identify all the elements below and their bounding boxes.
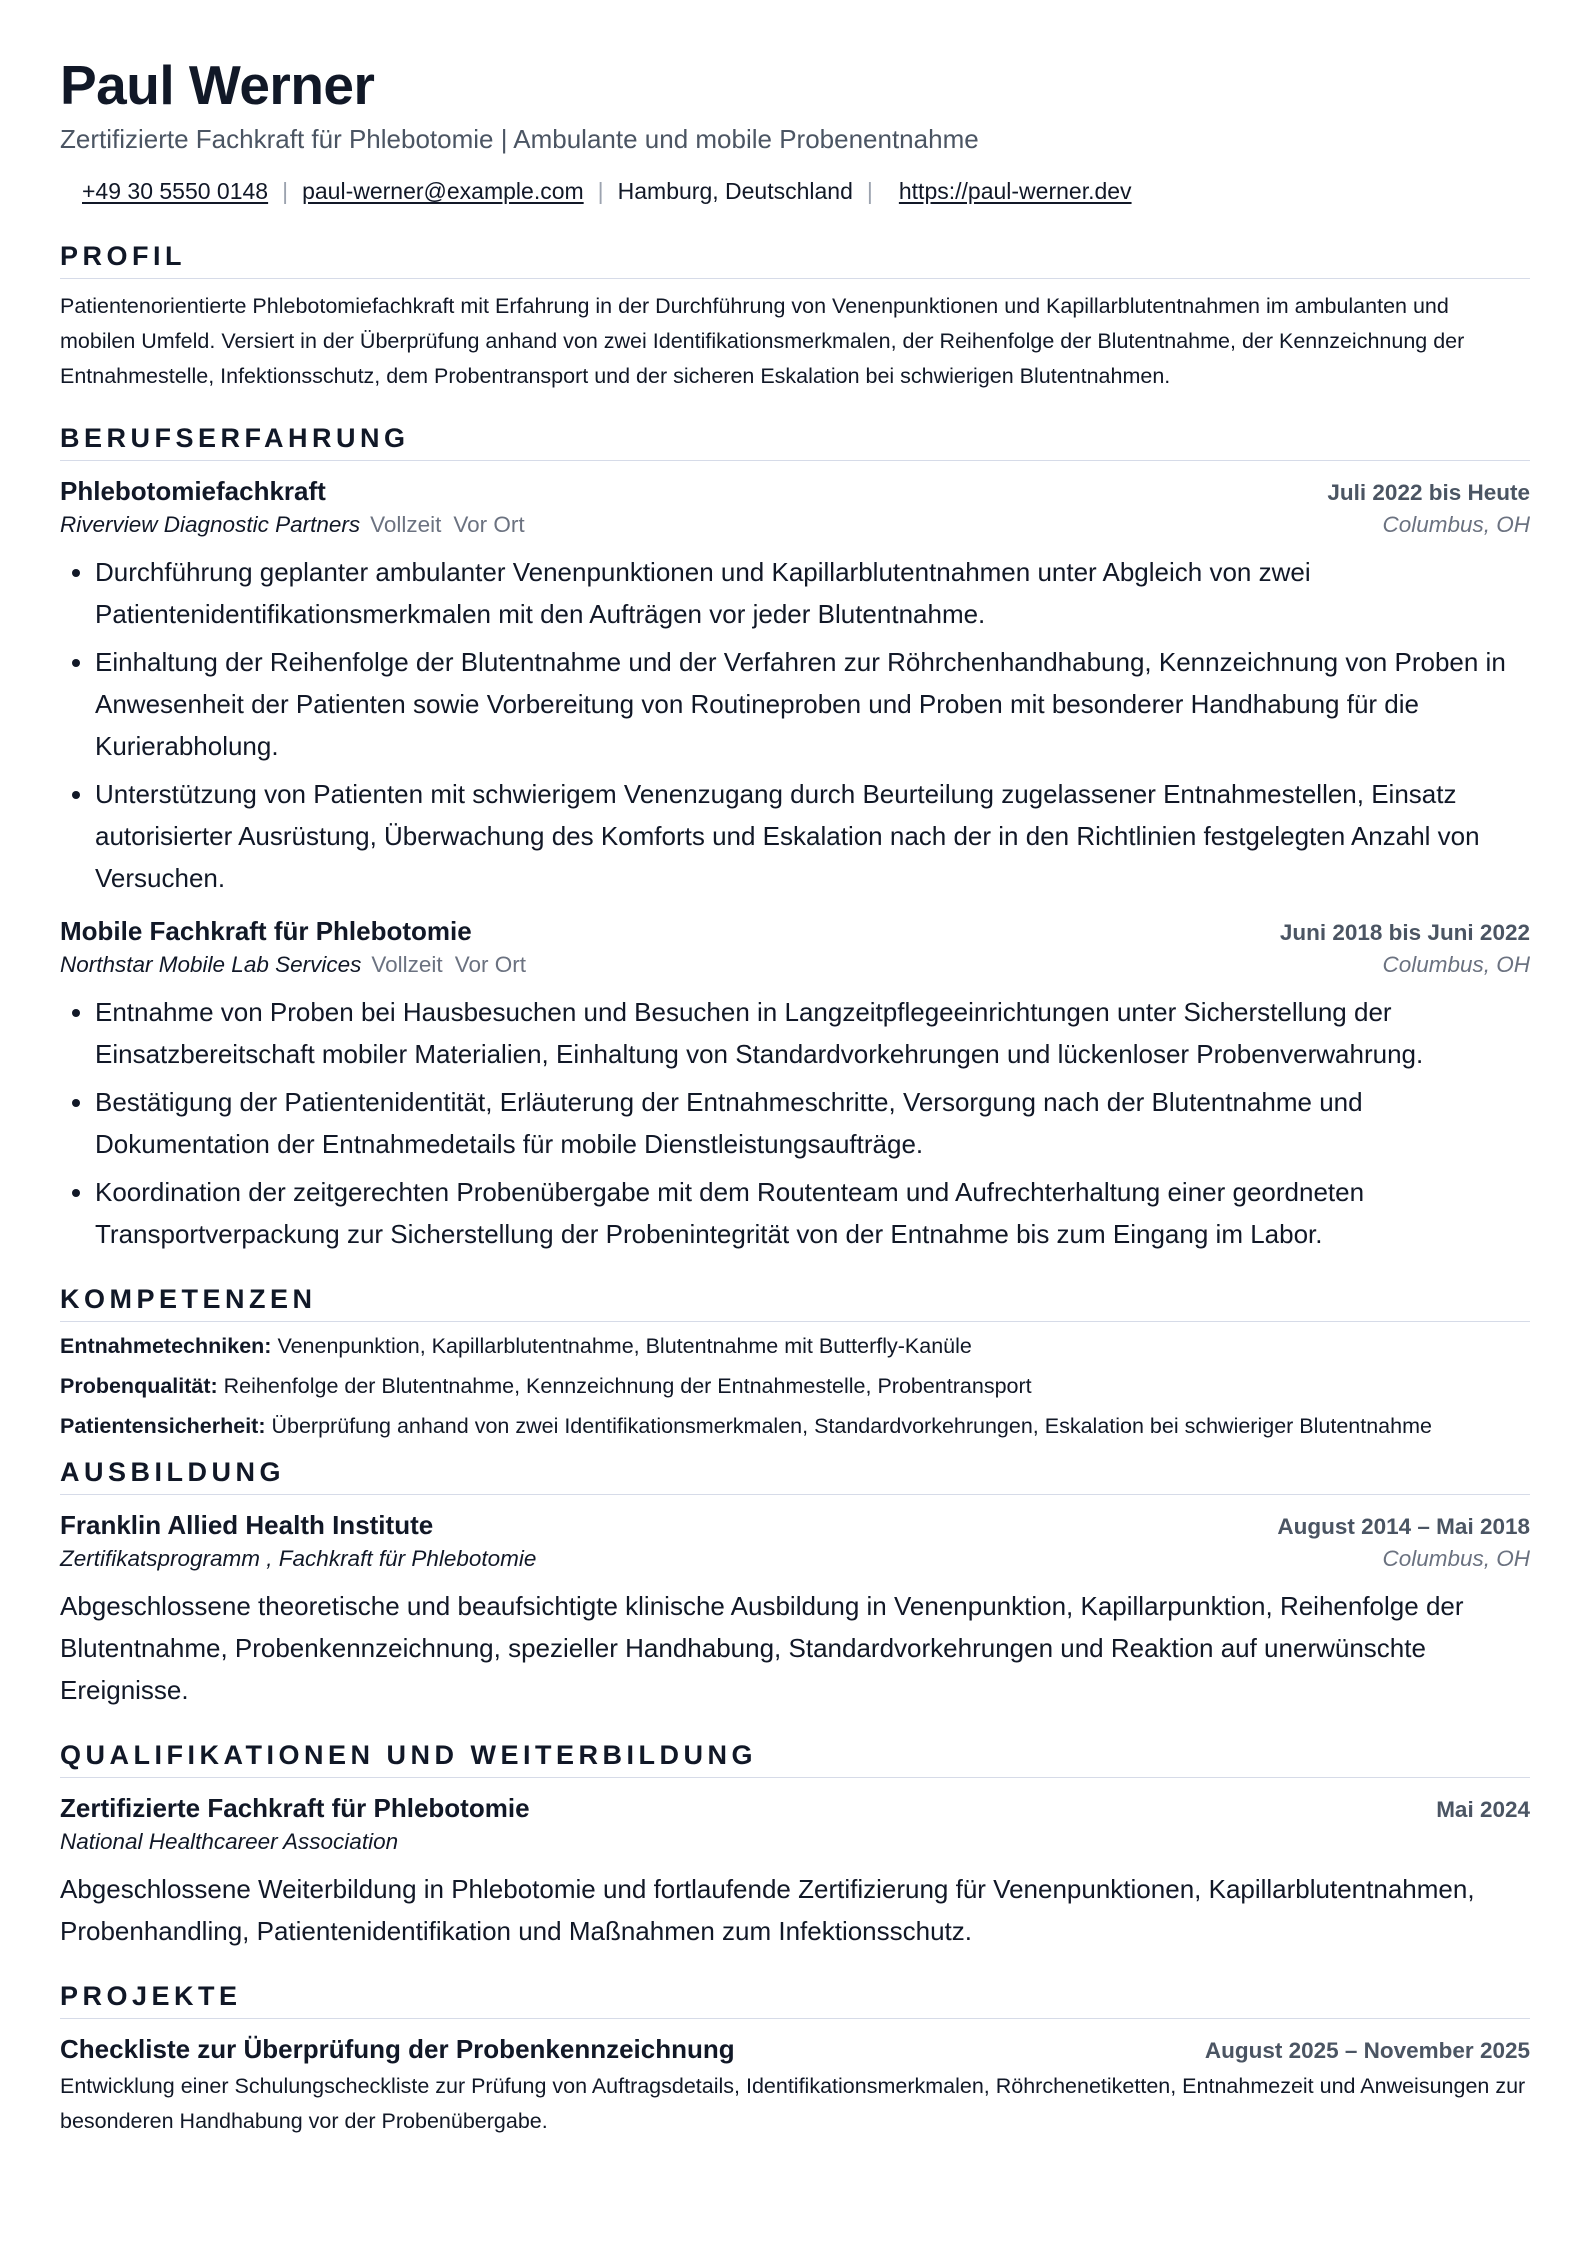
section-title-education: AUSBILDUNG <box>60 1456 1530 1495</box>
project-date: August 2025 – November 2025 <box>1204 2038 1530 2063</box>
skills-list <box>60 1332 1530 1440</box>
skill-item <box>60 1332 1530 1360</box>
skill-label: Entnahmetechniken: <box>60 1334 272 1358</box>
job-bullets <box>60 991 1530 1255</box>
phone-link[interactable]: +49 30 5550 0148 <box>82 178 269 204</box>
skill-value: Überprüfung anhand von zwei Identifikationsmerkmalen, Standardvorkehrungen, Eskalation bei schwieriger Blutentnahme <box>271 1414 1432 1438</box>
education-school: Franklin Allied Health Institute <box>60 1510 434 1540</box>
skill-label: Probenqualität: <box>60 1374 218 1398</box>
candidate-name: Paul Werner <box>60 54 375 116</box>
job-entry <box>60 913 1530 1255</box>
contact-separator: | <box>866 178 873 204</box>
job-entry <box>60 473 1530 899</box>
job-company-line <box>60 509 525 541</box>
candidate-headline: Zertifizierte Fachkraft für Phlebotomie | Ambulante und mobile Probenentnahme <box>60 124 979 154</box>
certification-entry <box>60 1790 1530 1952</box>
section-title-profile: PROFIL <box>60 240 1530 279</box>
job-mode: Vor Ort <box>453 512 525 537</box>
job-bullet: • Bestätigung der Patientenidentität, Erläuterung der Entnahmeschritte, Versorgung nach der Blutentnahme und Dokumentation der Entnahmedetails für mobile Dienstleistungsaufträge. <box>95 1081 1530 1165</box>
profile-text: Patientenorientierte Phlebotomiefachkraft mit Erfahrung in der Durchführung von Venenpunktionen und Kapillarblutentnahmen im ambulanten und mobilen Umfeld. Versiert in der Überprüfung anhand von zwei Identifikationsmerkmalen, der Reihenfolge der Blutentnahme, der Kennzeichnung der Entnahmestelle, Infektionsschutz, dem Probentransport und der sicheren Eskalation bei schwierigen Blutentnahmen. <box>60 294 1465 388</box>
education-date: August 2014 – Mai 2018 <box>1277 1514 1530 1539</box>
education-program: Zertifikatsprogramm , Fachkraft für Phlebotomie <box>60 1546 537 1571</box>
education-location: Columbus, OH <box>1382 1546 1530 1571</box>
section-title-projects: PROJEKTE <box>60 1980 1530 2019</box>
job-bullet: • Durchführung geplanter ambulanter Venenpunktionen und Kapillarblutentnahmen unter Abgleich von zwei Patientenidentifikationsmerkmalen mit den Aufträgen vor jeder Blutentnahme. <box>95 551 1530 635</box>
job-company: Northstar Mobile Lab Services <box>60 952 362 977</box>
job-title: Mobile Fachkraft für Phlebotomie <box>60 916 472 946</box>
education-description: Abgeschlossene theoretische und beaufsichtigte klinische Ausbildung in Venenpunktion, Kapillarpunktion, Reihenfolge der Blutentnahme, Probenkennzeichnung, spezieller Handhabung, Standardvorkehrungen und Reaktion auf unerwünschte Ereignisse. <box>60 1591 1464 1705</box>
project-entry <box>60 2031 1530 2139</box>
job-company-line <box>60 949 526 981</box>
job-type: Vollzeit <box>371 952 443 977</box>
resume-page <box>60 52 1530 2139</box>
job-date: Juni 2018 bis Juni 2022 <box>1279 920 1530 945</box>
education-entry <box>60 1507 1530 1711</box>
skill-label: Patientensicherheit: <box>60 1414 266 1438</box>
contact-separator: | <box>597 178 604 204</box>
job-date: Juli 2022 bis Heute <box>1327 480 1530 505</box>
project-name: Checkliste zur Überprüfung der Probenkennzeichnung <box>60 2034 735 2064</box>
skill-value: Venenpunktion, Kapillarblutentnahme, Blutentnahme mit Butterfly-Kanüle <box>277 1334 972 1358</box>
skill-value: Reihenfolge der Blutentnahme, Kennzeichnung der Entnahmestelle, Probentransport <box>223 1374 1032 1398</box>
location-text: Hamburg, Deutschland <box>617 178 853 204</box>
certification-name: Zertifizierte Fachkraft für Phlebotomie <box>60 1793 530 1823</box>
section-title-skills: KOMPETENZEN <box>60 1283 1530 1322</box>
job-mode: Vor Ort <box>454 952 526 977</box>
job-location: Columbus, OH <box>1382 952 1530 977</box>
contact-separator: | <box>282 178 289 204</box>
job-location: Columbus, OH <box>1382 512 1530 537</box>
website-link[interactable]: https://paul-werner.dev <box>898 178 1132 204</box>
job-company: Riverview Diagnostic Partners <box>60 512 361 537</box>
contact-bar <box>82 176 1530 206</box>
job-bullet: • Koordination der zeitgerechten Probenübergabe mit dem Routenteam und Aufrechterhaltung einer geordneten Transportverpackung zur Sicherstellung der Probenintegrität von der Entnahme bis zum Eingang im Labor. <box>95 1171 1530 1255</box>
project-description: Entwicklung einer Schulungscheckliste zur Prüfung von Auftragsdetails, Identifikationsmerkmalen, Röhrchenetiketten, Entnahmezeit und Anweisungen zur besonderen Handhabung vor der Probenübergabe. <box>60 2074 1526 2133</box>
job-title: Phlebotomiefachkraft <box>60 476 326 506</box>
job-bullet: • Unterstützung von Patienten mit schwierigem Venenzugang durch Beurteilung zugelassener Entnahmestellen, Einsatz autorisierter Ausrüstung, Überwachung des Komforts und Eskalation nach der in den Richtlinien festgelegten Anzahl von Versuchen. <box>95 773 1530 899</box>
job-type: Vollzeit <box>370 512 442 537</box>
certification-issuer: National Healthcareer Association <box>60 1829 399 1854</box>
certification-date: Mai 2024 <box>1436 1797 1530 1822</box>
skill-item <box>60 1412 1530 1440</box>
skill-item <box>60 1372 1530 1400</box>
section-title-certifications: QUALIFIKATIONEN UND WEITERBILDUNG <box>60 1739 1530 1778</box>
job-bullet: • Einhaltung der Reihenfolge der Blutentnahme und der Verfahren zur Röhrchenhandhabung, Kennzeichnung von Proben in Anwesenheit der Patienten sowie Vorbereitung von Routineproben und Proben mit besonderer Handhabung für die Kurierabholung. <box>95 641 1530 767</box>
job-bullet: • Entnahme von Proben bei Hausbesuchen und Besuchen in Langzeitpflegeeinrichtungen unter Sicherstellung der Einsatzbereitschaft mobiler Materialien, Einhaltung von Standardvorkehrungen und lückenloser Probenverwahrung. <box>95 991 1530 1075</box>
email-link[interactable]: paul-werner@example.com <box>302 178 584 204</box>
section-title-experience: BERUFSERFAHRUNG <box>60 422 1530 461</box>
certification-description: Abgeschlossene Weiterbildung in Phlebotomie und fortlaufende Zertifizierung für Venenpunktionen, Kapillarblutentnahmen, Probenhandling, Patientenidentifikation und Maßnahmen zum Infektionsschutz. <box>60 1874 1475 1946</box>
job-bullets <box>60 551 1530 899</box>
